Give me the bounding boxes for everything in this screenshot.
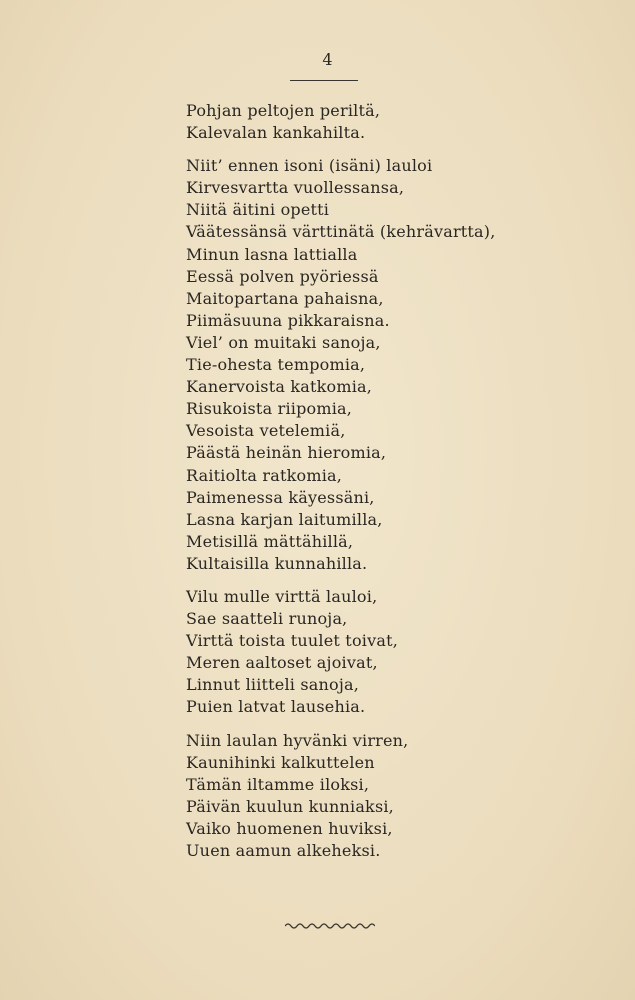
poem-line: Metisillä mättähillä, <box>186 531 354 551</box>
poem-line: Puien latvat lausehia. <box>186 697 366 717</box>
poem-line: Niit’ ennen isoni (isäni) lauloi <box>186 156 433 176</box>
stanza-4 <box>186 730 606 863</box>
poem-text <box>186 100 606 862</box>
stanza-2 <box>186 155 606 575</box>
poem-line: Vaiko huomenen huviksi, <box>186 818 393 838</box>
poem-line: Vesoista vetelemiä, <box>186 421 346 441</box>
poem-line: Kirvesvartta vuollessansa, <box>186 178 405 198</box>
poem-line: Maitopartana pahaisna, <box>186 288 384 308</box>
header-rule <box>290 80 358 81</box>
poem-line: Minun lasna lattialla <box>186 244 358 264</box>
poem-line: Päivän kuulun kunniaksi, <box>186 796 394 816</box>
poem-line: Linnut liitteli sanoja, <box>186 675 360 695</box>
stanza-1 <box>186 100 606 144</box>
poem-line: Pohjan peltojen periltä, <box>186 101 381 120</box>
poem-line: Eessä polven pyöriessä <box>186 266 379 286</box>
poem-line: Piimäsuuna pikkaraisna. <box>186 310 390 330</box>
poem-line: Kultaisilla kunnahilla. <box>186 553 368 573</box>
poem-line: Lasna karjan laitumilla, <box>186 509 383 529</box>
page-number: 4 <box>322 50 333 69</box>
wavy-ornament-icon <box>285 920 375 930</box>
poem-line: Tämän iltamme iloksi, <box>186 774 370 794</box>
poem-line: Kaunihinki kalkuttelen <box>186 752 375 772</box>
stanza-3 <box>186 586 606 719</box>
poem-line: Paimenessa käyessäni, <box>186 487 375 507</box>
poem-line: Risukoista riipomia, <box>186 399 353 419</box>
poem-line: Vilu mulle virttä lauloi, <box>186 586 378 606</box>
poem-line: Väätessänsä värttinätä (kehrävartta), <box>186 222 496 242</box>
poem-line: Kalevalan kankahilta. <box>186 123 366 143</box>
poem-line: Raitiolta ratkomia, <box>186 465 343 485</box>
poem-line: Viel’ on muitaki sanoja, <box>186 332 381 352</box>
poem-line: Niin laulan hyvänki virren, <box>186 730 409 750</box>
poem-line: Päästä heinän hieromia, <box>186 443 387 463</box>
poem-line: Niitä äitini opetti <box>186 200 330 220</box>
poem-line: Virttä toista tuulet toivat, <box>186 631 398 651</box>
poem-line: Tie-ohesta tempomia, <box>186 355 366 375</box>
poem-line: Uuen aamun alkeheksi. <box>186 841 381 860</box>
poem-line: Sae saatteli runoja, <box>186 609 348 629</box>
poem-line: Meren aaltoset ajoivat, <box>186 653 378 673</box>
poem-line: Kanervoista katkomia, <box>186 377 373 397</box>
